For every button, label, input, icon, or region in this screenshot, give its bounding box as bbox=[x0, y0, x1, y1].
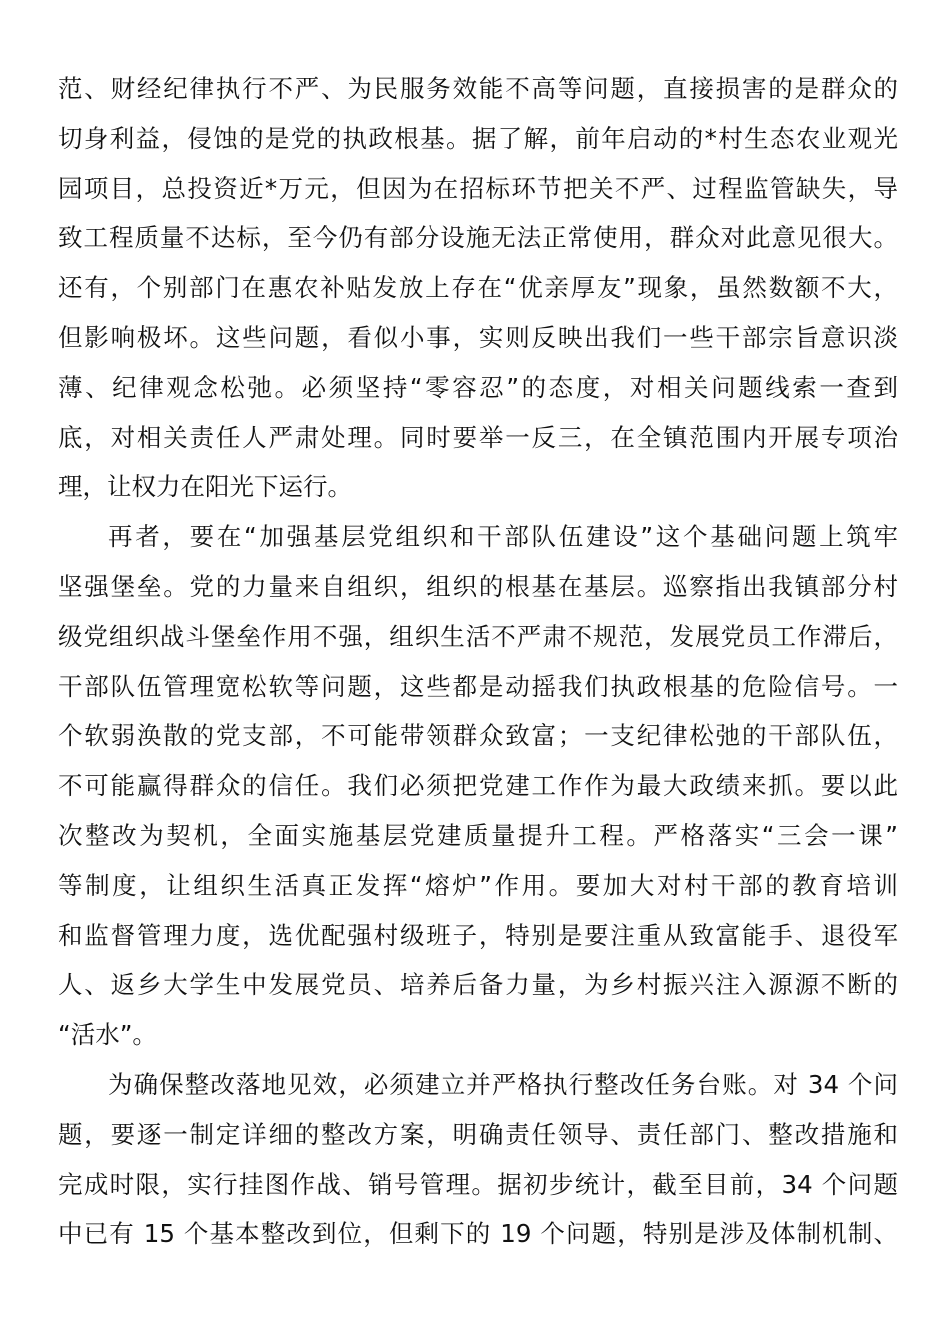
text-line: “活水”。 bbox=[58, 1020, 157, 1050]
text-line: 干部队伍管理宽松软等问题，这些都是动摇我们执政根基的危险信号。一 bbox=[58, 671, 898, 701]
text-line: 为确保整改落地见效，必须建立并严格执行整改任务台账。对 34 个问 bbox=[108, 1069, 898, 1099]
text-line: 级党组织战斗堡垒作用不强，组织生活不严肃不规范，发展党员工作滞后， bbox=[58, 621, 898, 651]
document-body bbox=[58, 64, 898, 1259]
text-line: 次整改为契机，全面实施基层党建质量提升工程。严格落实“三会一课” bbox=[58, 820, 898, 850]
paragraph-3 bbox=[58, 1060, 898, 1259]
text-line: 园项目，总投资近*万元，但因为在招标环节把关不严、过程监管缺失，导 bbox=[58, 173, 898, 203]
text-line: 不可能赢得群众的信任。我们必须把党建工作作为最大政绩来抓。要以此 bbox=[58, 771, 898, 801]
text-line: 还有，个别部门在惠农补贴发放上存在“优亲厚友”现象，虽然数额不大， bbox=[58, 273, 898, 303]
paragraph-2 bbox=[58, 512, 898, 1060]
text-line: 致工程质量不达标，至今仍有部分设施无法正常使用，群众对此意见很大。 bbox=[58, 223, 898, 253]
text-line: 完成时限，实行挂图作战、销号管理。据初步统计，截至目前，34 个问题 bbox=[58, 1169, 898, 1199]
text-line: 范、财经纪律执行不严、为民服务效能不高等问题，直接损害的是群众的 bbox=[58, 74, 898, 103]
text-line: 但影响极坏。这些问题，看似小事，实则反映出我们一些干部宗旨意识淡 bbox=[58, 322, 898, 352]
text-line: 和监督管理力度，选优配强村级班子，特别是要注重从致富能手、退役军 bbox=[58, 920, 898, 950]
text-line: 中已有 15 个基本整改到位，但剩下的 19 个问题，特别是涉及体制机制、 bbox=[58, 1219, 898, 1249]
text-line: 人、返乡大学生中发展党员、培养后备力量，为乡村振兴注入源源不断的 bbox=[58, 970, 898, 1000]
text-line: 题，要逐一制定详细的整改方案，明确责任领导、责任部门、整改措施和 bbox=[58, 1119, 898, 1149]
text-line: 理，让权力在阳光下运行。 bbox=[58, 472, 352, 502]
paragraph-1 bbox=[58, 64, 898, 512]
text-line: 个软弱涣散的党支部，不可能带领群众致富；一支纪律松弛的干部队伍， bbox=[58, 721, 898, 751]
text-line: 再者，要在“加强基层党组织和干部队伍建设”这个基础问题上筑牢 bbox=[108, 522, 898, 552]
text-line: 等制度，让组织生活真正发挥“熔炉”作用。要加大对村干部的教育培训 bbox=[58, 870, 898, 900]
text-line: 底，对相关责任人严肃处理。同时要举一反三，在全镇范围内开展专项治 bbox=[58, 422, 898, 452]
text-line: 薄、纪律观念松弛。必须坚持“零容忍”的态度，对相关问题线索一查到 bbox=[58, 372, 898, 402]
text-line: 切身利益，侵蚀的是党的执政根基。据了解，前年启动的*村生态农业观光 bbox=[58, 123, 898, 153]
text-line: 坚强堡垒。党的力量来自组织，组织的根基在基层。巡察指出我镇部分村 bbox=[58, 571, 898, 601]
